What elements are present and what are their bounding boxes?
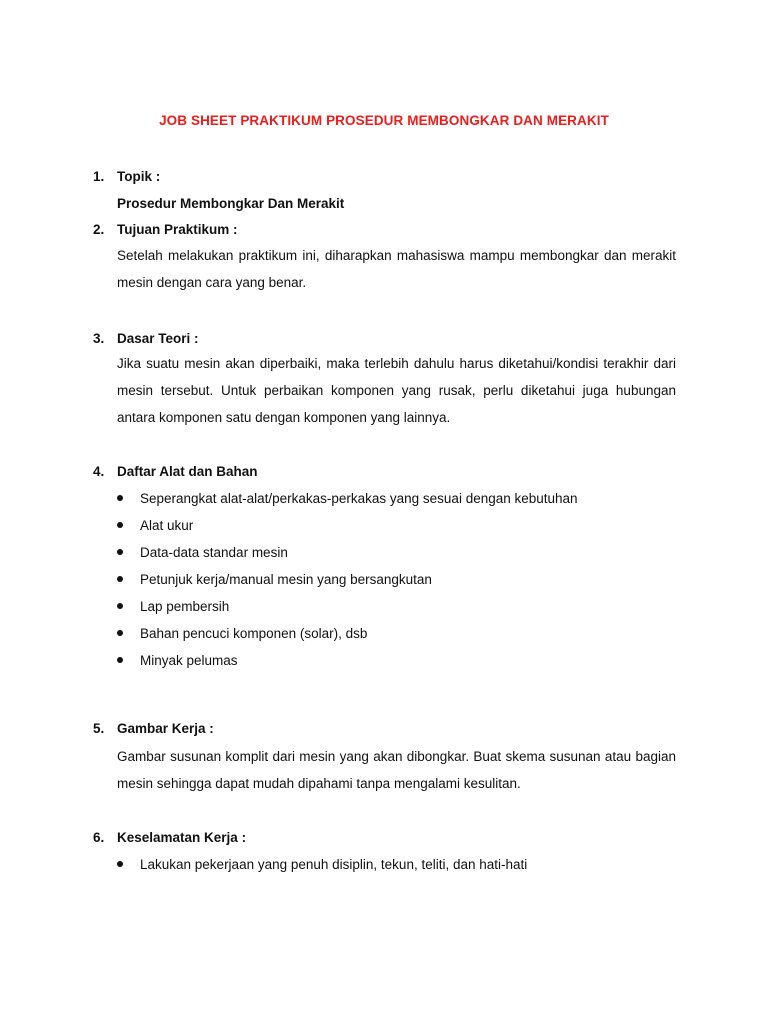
- list-item: Minyak pelumas: [140, 653, 238, 668]
- section-2-body: Setelah melakukan praktikum ini, diharapkan mahasiswa mampu membongkar dan merakit mesin dengan cara yang benar.: [117, 248, 676, 290]
- list-item: Lap pembersih: [140, 599, 230, 614]
- document-title: JOB SHEET PRAKTIKUM PROSEDUR MEMBONGKAR DAN MERAKIT: [159, 113, 609, 128]
- list-item: Petunjuk kerja/manual mesin yang bersangkutan: [140, 572, 432, 587]
- section-1-body: Prosedur Membongkar Dan Merakit: [117, 196, 345, 211]
- section-5-number: 5.: [93, 721, 105, 736]
- list-item: Lakukan pekerjaan yang penuh disiplin, tekun, teliti, dan hati-hati: [140, 857, 528, 872]
- bullet-dot: [117, 630, 123, 636]
- bullet-dot: [117, 657, 123, 663]
- bullet-dot: [117, 861, 123, 867]
- list-item: Bahan pencuci komponen (solar), dsb: [140, 626, 368, 641]
- section-5-body: Gambar susunan komplit dari mesin yang akan dibongkar. Buat skema susunan atau bagian mesin sehingga dapat mudah dipahami tanpa mengalami kesulitan.: [117, 749, 676, 791]
- section-3-number: 3.: [93, 331, 105, 346]
- list-item: Seperangkat alat-alat/perkakas-perkakas yang sesuai dengan kebutuhan: [140, 491, 578, 506]
- section-4-heading: Daftar Alat dan Bahan: [117, 464, 258, 479]
- list-item: Alat ukur: [140, 518, 194, 533]
- section-2-number: 2.: [93, 222, 105, 237]
- section-1-heading: Topik :: [117, 169, 161, 184]
- bullet-dot: [117, 576, 123, 582]
- section-3-heading: Dasar Teori :: [117, 331, 199, 346]
- section-6-number: 6.: [93, 830, 105, 845]
- bullet-dot: [117, 603, 123, 609]
- list-item: Data-data standar mesin: [140, 545, 288, 560]
- bullet-dot: [117, 522, 123, 528]
- section-4-number: 4.: [93, 464, 105, 479]
- section-1-number: 1.: [93, 169, 105, 184]
- section-5-heading: Gambar Kerja :: [117, 721, 214, 736]
- bullet-dot: [117, 495, 123, 501]
- section-6-heading: Keselamatan Kerja :: [117, 830, 247, 845]
- section-2-heading: Tujuan Praktikum :: [117, 222, 238, 237]
- section-3-body: Jika suatu mesin akan diperbaiki, maka terlebih dahulu harus diketahui/kondisi terakhir dari mesin tersebut. Untuk perbaikan komponen yang rusak, perlu diketahui juga hubungan antara komponen satu dengan komponen yang lainnya.: [117, 356, 676, 425]
- bullet-dot: [117, 549, 123, 555]
